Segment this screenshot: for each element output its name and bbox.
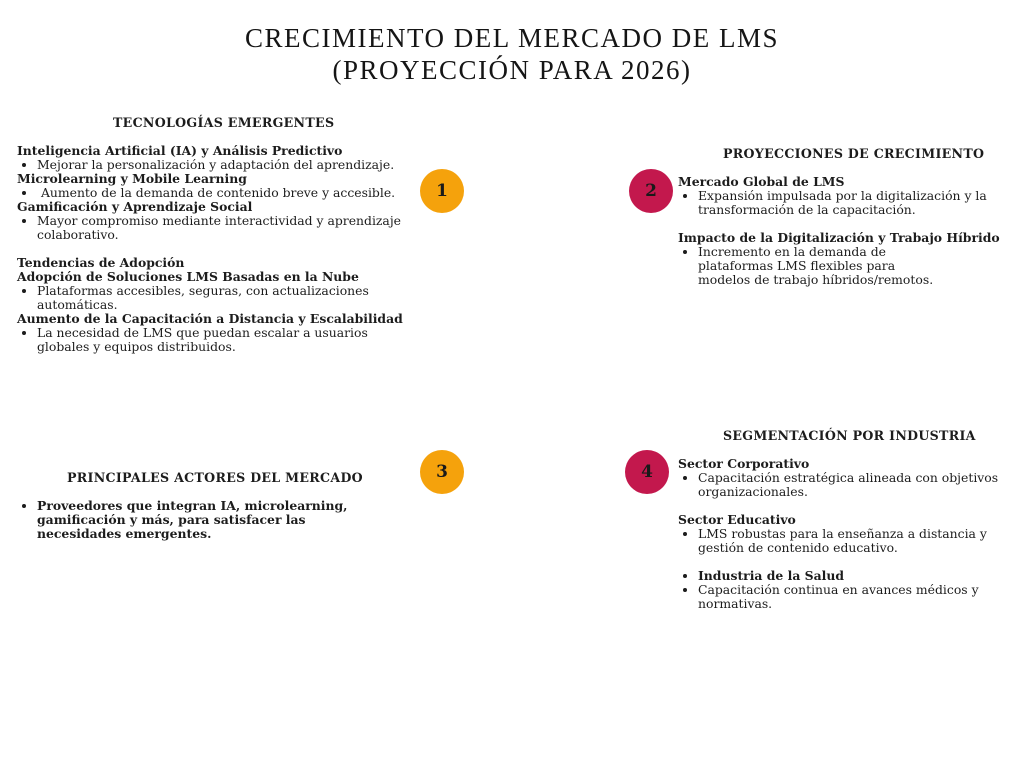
group-title: Impacto de la Digitalización y Trabajo Híbrido: [678, 230, 1000, 245]
spacer: [678, 217, 1008, 231]
bullet-list: [17, 214, 421, 242]
bullet-list: [17, 499, 377, 541]
list-item: • Mejorar la personalización y adaptación del aprendizaje.: [37, 158, 421, 172]
group-title: Mercado Global de LMS: [678, 174, 845, 189]
list-item: • La necesidad de LMS que puedan escalar a usuarios globales y equipos distribuidos.: [37, 326, 421, 354]
list-item-health: • Industria de la Salud: [698, 569, 1008, 583]
group-title: Sector Educativo: [678, 512, 796, 527]
marker-4: 4: [625, 450, 669, 494]
bullet-list: [17, 158, 421, 172]
section-main-market-players: [17, 471, 377, 541]
bullet-list: [17, 326, 421, 354]
list-item: • Mayor compromiso mediante interactividad y aprendizaje colaborativo.: [37, 214, 421, 242]
marker-3: 3: [420, 450, 464, 494]
group-title: Inteligencia Artificial (IA) y Análisis Predictivo: [17, 143, 343, 158]
spacer: [17, 485, 377, 499]
title-line-1: CRECIMIENTO DEL MERCADO DE LMS: [244, 23, 779, 53]
title-line-2: (PROYECCIÓN PARA 2026): [332, 55, 692, 85]
subheading: Tendencias de Adopción: [17, 255, 185, 270]
bullet-list: [17, 186, 421, 200]
list-item: • Capacitación estratégica alineada con objetivos organizacionales.: [698, 471, 1008, 499]
group-title: Sector Corporativo: [678, 456, 810, 471]
list-item: • Capacitación continua en avances médicos y normativas.: [698, 583, 1008, 611]
list-item: • Plataformas accesibles, seguras, con actualizaciones automáticas.: [37, 284, 421, 312]
spacer: [678, 443, 1008, 457]
spacer: [678, 499, 1008, 513]
spacer: [17, 130, 421, 144]
page-title: [0, 22, 1024, 86]
bullet-list: [678, 245, 1008, 287]
bullet-list: [678, 189, 1008, 217]
list-item: • Expansión impulsada por la digitalización y la transformación de la capacitación.: [698, 189, 1008, 217]
spacer: [17, 242, 421, 256]
spacer: [678, 161, 1008, 175]
list-item: • LMS robustas para la enseñanza a distancia y gestión de contenido educativo.: [698, 527, 1008, 555]
list-item: • Proveedores que integran IA, microlearning, gamificación y más, para satisfacer las necesidades emergentes.: [37, 499, 377, 541]
section-industry-segmentation: [678, 429, 1008, 611]
group-title: Aumento de la Capacitación a Distancia y Escalabilidad: [17, 311, 403, 326]
bullet-list: [678, 527, 1008, 555]
section-heading: SEGMENTACIÓN POR INDUSTRIA: [723, 428, 976, 443]
bullet-list: [17, 284, 421, 312]
spacer: [678, 555, 1008, 569]
section-growth-projections: [678, 147, 1008, 287]
section-heading: PROYECCIONES DE CRECIMIENTO: [723, 146, 985, 161]
group-title: Gamificación y Aprendizaje Social: [17, 199, 253, 214]
section-heading: PRINCIPALES ACTORES DEL MERCADO: [67, 470, 363, 485]
list-item: • Incremento en la demanda de plataformas LMS flexibles para modelos de trabajo híbridos/remotos.: [698, 245, 1008, 287]
section-heading: TECNOLOGÍAS EMERGENTES: [113, 115, 335, 130]
bullet-list: [678, 569, 1008, 611]
list-item: • Aumento de la demanda de contenido breve y accesible.: [37, 186, 421, 200]
marker-1: 1: [420, 169, 464, 213]
bullet-list: [678, 471, 1008, 499]
group-title: Microlearning y Mobile Learning: [17, 171, 247, 186]
section-emerging-technologies: [17, 116, 421, 354]
marker-2: 2: [629, 169, 673, 213]
group-title: Adopción de Soluciones LMS Basadas en la Nube: [17, 269, 359, 284]
